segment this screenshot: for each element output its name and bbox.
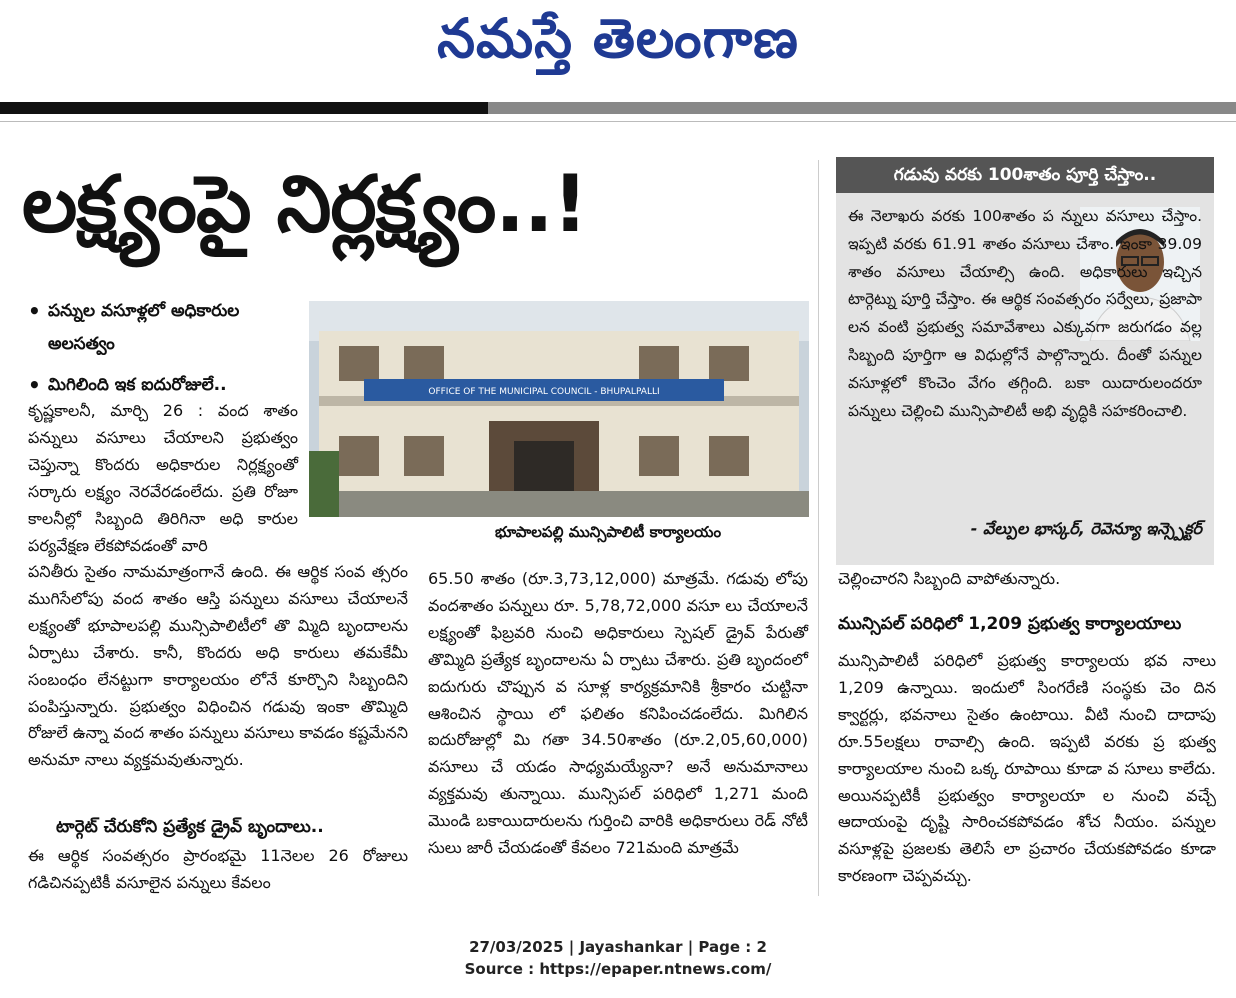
article-headline: లక్ష్యంపై నిర్లక్ష్యం..! (22, 160, 588, 250)
column-1-bottom (28, 843, 408, 897)
paragraph: ఈ ఆర్థిక సంవత్సరం ప్రారంభమై 11నెలల 26 రోజులు గడిచినప్పటికీ వసూలైన పన్నులు కేవలం (28, 846, 408, 892)
building-illustration (309, 301, 809, 517)
footer-source-line: Source : https://epaper.ntnews.com/ (464, 960, 772, 978)
masthead-thin-rule (0, 121, 1236, 122)
column-divider (818, 160, 819, 896)
bullet-text: పన్నుల వసూళ్లలో అధికారుల అలసత్వం (48, 301, 240, 354)
municipal-office-photo (309, 301, 809, 517)
quote-box-heading: గడువు వరకు 100శాతం పూర్తి చేస్తాం.. (836, 157, 1214, 193)
masthead (0, 0, 1236, 100)
quote-box (836, 157, 1214, 565)
masthead-rule-grey (488, 102, 1236, 114)
column-1-body (28, 559, 408, 774)
bullet-item (28, 295, 300, 361)
paragraph: 65.50 శాతం (రూ.3,73,12,000) మాత్రమే. గడువు లోపు వందశాతం పన్నులు రూ. 5,78,72,000 వసూ లు చేయాలనే లక్ష్యంతో ఫిబ్రవరి నుంచి అధికారులు స్పెషల్ డ్రైవ్ పేరుతో తొమ్మిది ప్రత్యేక బృందాలను ఏ ర్పాటు చేశారు. ప్రతి బృందంలో ఐదుగురు చొప్పున వ సూళ్ల కార్యక్రమానికి శ్రీకారం చుట్టినా ఆశించిన స్థాయి లో ఫలితం కనిపించడంలేదు. మిగిలిన ఐదురోజుల్లో మి గతా 34.50శాతం (రూ.2,05,60,000) వసూలు చే యడం సాధ్యమయ్యేనా? అనే అనుమానాలు వ్యక్తమవు తున్నాయి. మున్సిపల్ పరిధిలో 1,271 మంది మొండి బకాయిదారులను గుర్తించి వారికి అధికారులు రెడ్ నోటీ సులు జారీ చేయడంతో కేవలం 721మంది మాత్రమే (428, 569, 808, 858)
column-2-body (428, 566, 808, 862)
paragraph: చెల్లించారని సిబ్బంది వాపోతున్నారు. (838, 569, 1061, 588)
page-footer (0, 936, 1236, 980)
subheading-drive-teams: టార్గెట్ చేరుకోని ప్రత్యేక డ్రైవ్ బృందాలు.. (56, 817, 324, 837)
quote-box-body (848, 203, 1202, 425)
bullet-icon: • (28, 299, 41, 323)
paragraph: ఈ నెలాఖరు వరకు 100శాతం ప న్నులు వసూలు చేస్తాం. ఇప్పటి వరకు 61.91 శాతం వసూలు చేశాం. ఇంకా 39.09 శాతం వసూలు చేయాల్సి ఉంది. అధికారులు ఇచ్చిన టార్గెట్ను పూర్తి చేస్తాం. ఈ ఆర్థిక సంవత్సరం సర్వేలు, ప్రజాపా లన వంటి ప్రభుత్వ సమావేశాలు ఎక్కువగా జరుగడం వల్ల సిబ్బంది పూర్తిగా ఆ విధుల్లోనే పాల్గొన్నారు. దీంతో పన్నుల వసూళ్లలో కొంచెం వేగం తగ్గింది. బకా యిదారులందరూ పన్నులు చెల్లించి మున్సిపాలిటీ అభి వృద్ధికి సహకరించాలి. (848, 207, 1202, 420)
column-1-top (28, 398, 298, 559)
paragraph: మున్సిపాలిటీ పరిధిలో ప్రభుత్వ కార్యాలయ భవ నాలు 1,209 ఉన్నాయి. ఇందులో సింగరేణి సంస్థకు చెం దిన క్వార్టర్లు, భవనాలు సైతం ఉంటాయి. వీటి నుంచి దాదాపు రూ.55లక్షలు రావాల్సి ఉంది. ఇప్పటి వరకు ప్ర భుత్వ కార్యాలయాల నుంచి ఒక్క రూపాయి కూడా వ సూలు కాలేదు. అయినప్పటికీ ప్రభుత్వం కార్యాలయా ల నుంచి వచ్చే ఆదాయంపై దృష్టి సారించకపోవడం శోచ నీయం. పన్నుల వసూళ్లపై ప్రజలకు తెలిసే లా ప్రచారం చేయకపోవడం కూడా కారణంగా చెప్పవచ్చు. (838, 651, 1216, 886)
paragraph: కృష్ణకాలనీ, మార్చి 26 : వంద శాతం పన్నులు వసూలు చేయాలని ప్రభుత్వం చెప్తున్నా కొందరు అధికారుల నిర్లక్ష్యంతో సర్కారు లక్ష్యం నెరవేరడంలేదు. ప్రతి రోజూ కాలనీల్లో సిబ్బంది తిరిగినా అధి కారుల పర్యవేక్షణ లేకపోవడంతో వారి (28, 401, 298, 555)
quote-signature: - వేల్పుల భాస్కర్, రెవెన్యూ ఇన్స్పెక్టర్ (970, 519, 1202, 538)
newspaper-title: నమస్తే తెలంగాణ (437, 6, 799, 70)
paragraph: పనితీరు సైతం నామమాత్రంగానే ఉంది. ఈ ఆర్థిక సంవ త్సరం ముగిసేలోపు వంద శాతం ఆస్తి పన్నులు వసూలు చేయాలనే లక్ష్యంతో భూపాలపల్లి మున్సిపాలిటీలో తొ మ్మిది బృందాలను ఏర్పాటు చేశారు. కానీ, కొందరు అధి కారులు తమకేమీ సంబంధం లేనట్టుగా కార్యాలయం లోనే కూర్చొని సిబ్బందిని పంపిస్తున్నారు. ప్రభుత్వం విధించిన గడువు ఇంకా తొమ్మిది రోజులే ఉన్నా వంద శాతం పన్నులు వసూలు కావడం కష్టమేనని అనుమా నాలు వ్యక్తమవుతున్నారు. (28, 562, 408, 770)
summary-bullets (28, 295, 300, 410)
office-sign: OFFICE OF THE MUNICIPAL COUNCIL - BHUPALPALLI (428, 387, 660, 397)
column-3-body (838, 648, 1216, 890)
subheading-govt-offices: మున్సిపల్ పరిధిలో 1,209 ప్రభుత్వ కార్యాలయాలు (838, 614, 1182, 634)
bullet-icon: • (28, 373, 41, 397)
photo-caption: భూపాలపల్లి మున్సిపాలిటీ కార్యాలయం (494, 523, 722, 541)
bullet-text: మిగిలింది ఇక ఐదురోజులే.. (48, 375, 227, 395)
column-3-top (838, 566, 1216, 593)
footer-date-line: 27/03/2025 | Jayashankar | Page : 2 (469, 938, 767, 956)
